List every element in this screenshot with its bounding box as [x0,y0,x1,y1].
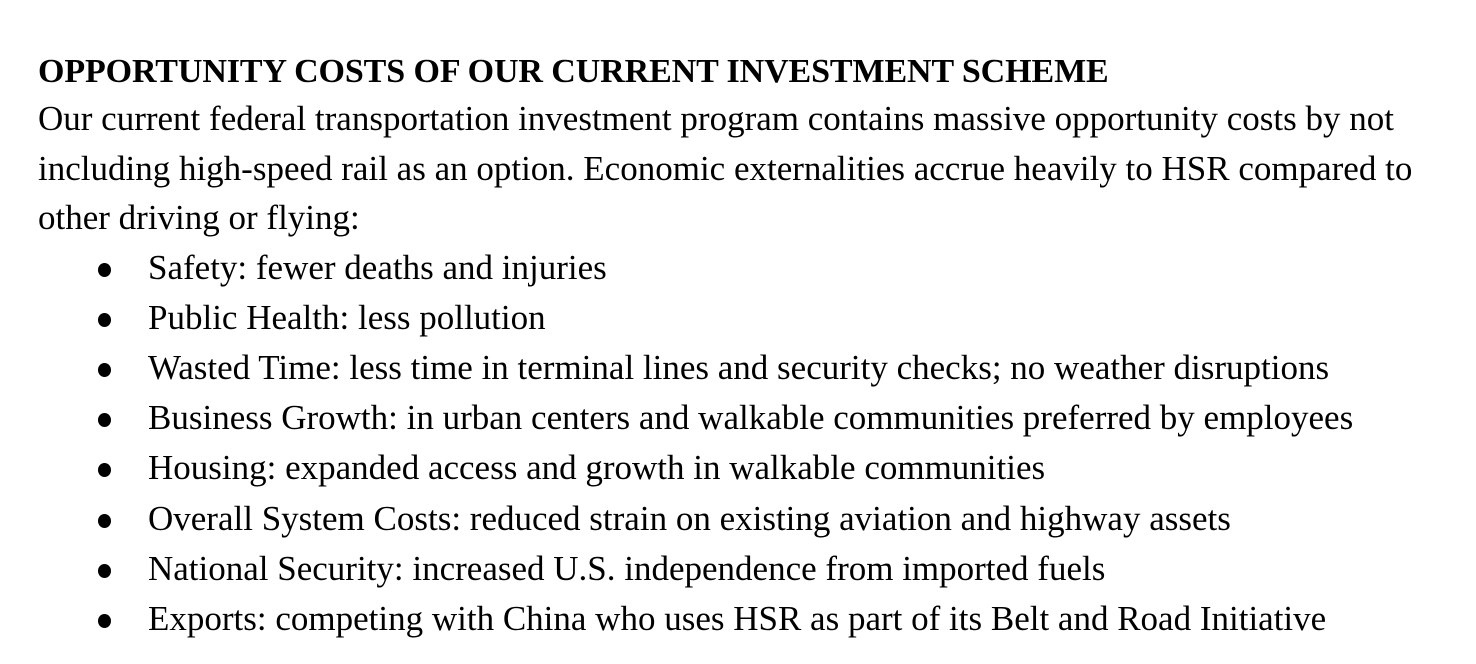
bullet-icon [98,413,111,427]
list-item-text: Housing: expanded access and growth in walkable communities [148,448,1046,488]
bullet-icon [98,564,111,578]
list-item [38,393,1468,443]
list-item [38,544,1468,594]
bullet-icon [98,363,111,377]
list-item [38,293,1468,343]
bullet-icon [98,514,111,528]
list-item-text: National Security: increased U.S. independence from imported fuels [148,548,1106,588]
benefits-list [38,243,1468,645]
list-item [38,243,1468,293]
list-item-text: Wasted Time: less time in terminal lines and security checks; no weather disruptions [148,347,1330,387]
list-item-text: Public Health: less pollution [148,297,546,337]
list-item-text: Business Growth: in urban centers and walkable communities preferred by employees [148,398,1354,438]
bullet-icon [98,263,111,277]
list-item [38,594,1468,644]
bullet-icon [98,614,111,628]
bullet-icon [98,313,111,327]
list-item [38,343,1468,393]
section-heading: OPPORTUNITY COSTS OF OUR CURRENT INVESTMENT SCHEME [38,53,1109,90]
document-page [38,50,1468,644]
list-item-text: Exports: competing with China who uses HSR as part of its Belt and Road Initiative [148,598,1327,638]
list-item-text: Overall System Costs: reduced strain on existing aviation and highway assets [148,498,1231,538]
list-item [38,494,1468,544]
intro-paragraph: Our current federal transportation investment program contains massive opportunity costs by not including high-speed rail as an option. Economic externalities accrue heavily to HSR compared to other driving or flying: [38,99,1413,237]
list-item [38,443,1468,493]
bullet-icon [98,463,111,477]
list-item-text: Safety: fewer deaths and injuries [148,247,607,287]
